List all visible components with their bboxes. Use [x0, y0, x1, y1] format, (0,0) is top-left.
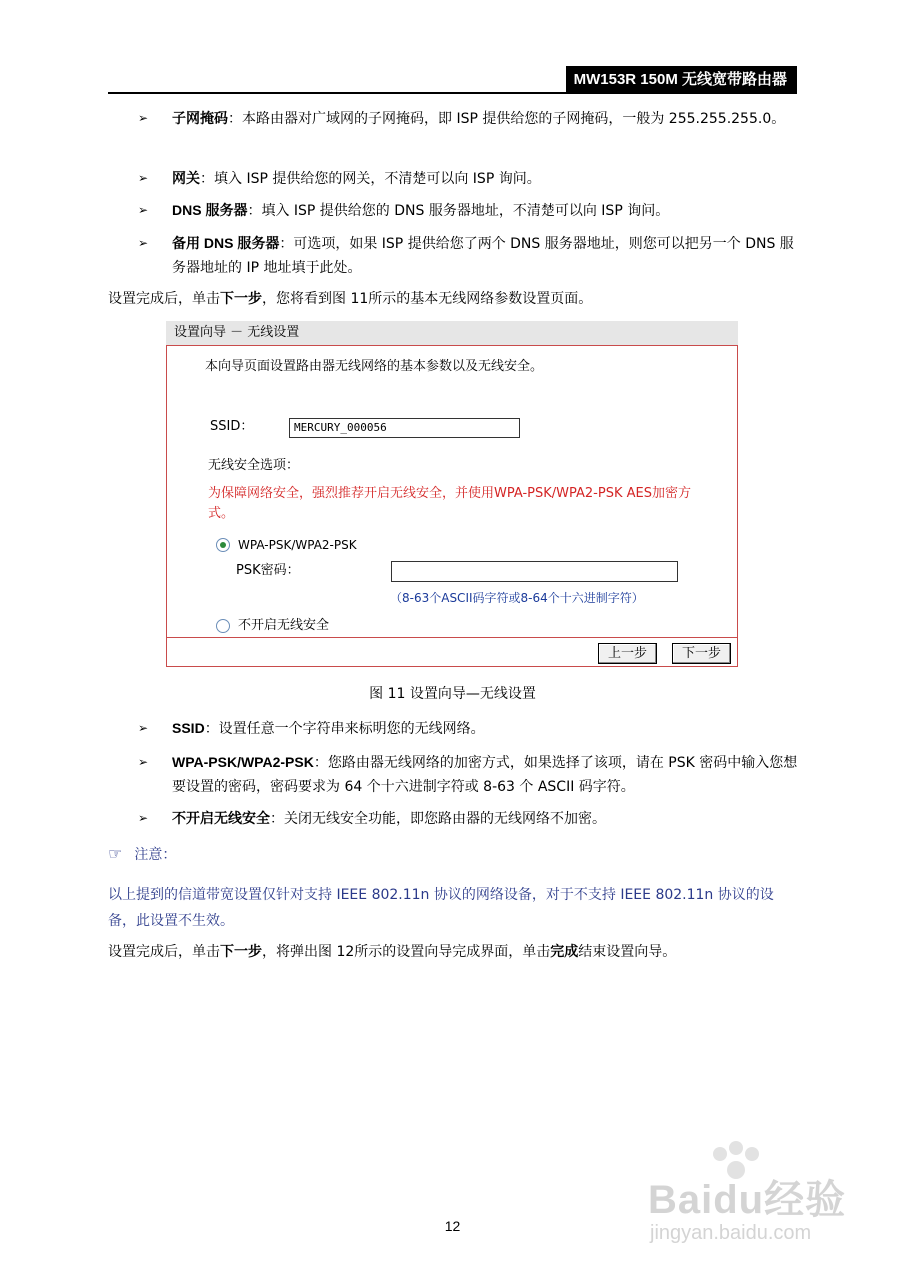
para-text: 设置完成后，单击 [108, 291, 220, 307]
bullet-gateway [138, 166, 798, 191]
bullet-text [172, 231, 798, 280]
panel-title: 设置向导 － 无线设置 [166, 321, 738, 345]
arrow-bullet-icon: ➢ [138, 171, 149, 185]
note-heading [108, 844, 176, 865]
bullet-body: ：您路由器无线网络的加密方式，如果选择了该项，请在 PSK 密码中输入您想要设置的密码，密码要求为 64 个十六进制字符或 8-63 个 ASCII 码字符。 [172, 755, 798, 795]
bullet-body: ：本路由器对广域网的子网掩码，即 ISP 提供给您的子网掩码，一般为 255.255.255.0。 [228, 111, 786, 127]
header-rule [108, 92, 797, 94]
para-bold: 下一步 [220, 943, 262, 959]
ssid-input[interactable]: MERCURY_000056 [289, 418, 520, 438]
note-heading-text: 注意： [134, 847, 177, 863]
bullet-subnet-mask [138, 106, 798, 131]
option-wpa-label: WPA-PSK/WPA2-PSK [238, 538, 357, 552]
wireless-settings-screenshot [166, 321, 738, 671]
bullet-term: 备用 DNS 服务器 [172, 235, 280, 251]
paragraph-next-step [108, 285, 798, 312]
option-off-label: 不开启无线安全 [238, 618, 330, 633]
bullet-dns [138, 198, 798, 223]
bullet-text [172, 166, 798, 191]
para-text: 设置完成后，单击 [108, 944, 220, 960]
bullet-term: 子网掩码 [172, 110, 228, 126]
bullet-ssid [138, 716, 798, 741]
para-bold: 完成 [550, 943, 579, 959]
radio-security-off[interactable] [216, 619, 230, 633]
para-text: 结束设置向导。 [578, 944, 677, 960]
bullet-body: ：可选项，如果 ISP 提供给您了两个 DNS 服务器地址，则您可以把另一个 DNS 服务器地址的 IP 地址填于此处。 [172, 236, 794, 276]
figure-caption: 图 11 设置向导—无线设置 [369, 686, 536, 702]
bullet-text [172, 750, 798, 799]
document-header-label: MW153R 150M 无线宽带路由器 [566, 66, 797, 93]
security-options-label: 无线安全选项： [208, 458, 300, 473]
panel-divider [167, 637, 737, 638]
watermark-logo: Baidu经验 [648, 1178, 847, 1222]
bullet-body: ：填入 ISP 提供给您的网关，不清楚可以向 ISP 询问。 [200, 171, 541, 187]
para-text: ，将弹出图 12所示的设置向导完成界面，单击 [262, 944, 551, 960]
paragraph-finish [108, 938, 798, 965]
para-text: ，您将看到图 11所示的基本无线网络参数设置页面。 [262, 291, 593, 307]
ssid-label: SSID： [210, 419, 254, 434]
next-step-button[interactable]: 下一步 [672, 643, 731, 664]
pointing-hand-icon: ☞ [108, 844, 123, 863]
baidu-watermark [640, 1140, 860, 1260]
para-bold: 下一步 [220, 290, 262, 306]
bullet-term: WPA-PSK/WPA2-PSK [172, 754, 314, 770]
psk-hint: （8-63个ASCII码字符或8-64个十六进制字符） [390, 591, 644, 605]
security-warning-line2: 式。 [208, 506, 235, 521]
bullet-body: ：填入 ISP 提供给您的 DNS 服务器地址，不清楚可以向 ISP 询问。 [247, 203, 670, 219]
radio-wpa-psk[interactable] [216, 538, 230, 552]
bullet-term: 不开启无线安全 [172, 810, 270, 826]
watermark-url: jingyan.baidu.com [650, 1222, 812, 1244]
psk-password-input[interactable] [391, 561, 678, 582]
arrow-bullet-icon: ➢ [138, 755, 149, 769]
prev-step-button[interactable]: 上一步 [598, 643, 657, 664]
note-text: 以上提到的信道带宽设置仅针对支持 IEEE 802.11n 协议的网络设备，对于不支持 IEEE 802.11n 协议的设备，此设置不生效。 [108, 887, 774, 929]
security-warning-line1: 为保障网络安全，强烈推荐开启无线安全，并使用WPA-PSK/WPA2-PSK AES加密方 [208, 486, 691, 501]
bullet-backup-dns [138, 231, 798, 280]
bullet-body: ：设置任意一个字符串来标明您的无线网络。 [204, 721, 485, 737]
panel-body [166, 345, 738, 667]
bullet-term: DNS 服务器 [172, 202, 248, 218]
arrow-bullet-icon: ➢ [138, 236, 149, 250]
bullet-wpa-psk [138, 750, 798, 799]
arrow-bullet-icon: ➢ [138, 111, 149, 125]
bullet-text [172, 716, 798, 741]
arrow-bullet-icon: ➢ [138, 811, 149, 825]
bullet-term: 网关 [172, 170, 200, 186]
bullet-term: SSID [172, 720, 205, 736]
bullet-text [172, 198, 798, 223]
bullet-body: ：关闭无线安全功能，即您路由器的无线网络不加密。 [270, 811, 606, 827]
page-number: 12 [444, 1218, 461, 1234]
panel-intro: 本向导页面设置路由器无线网络的基本参数以及无线安全。 [205, 359, 544, 374]
psk-password-label: PSK密码： [236, 563, 300, 578]
arrow-bullet-icon: ➢ [138, 203, 149, 217]
bullet-security-off [138, 806, 798, 831]
arrow-bullet-icon: ➢ [138, 721, 149, 735]
bullet-text [172, 806, 798, 831]
bullet-text [172, 106, 798, 131]
